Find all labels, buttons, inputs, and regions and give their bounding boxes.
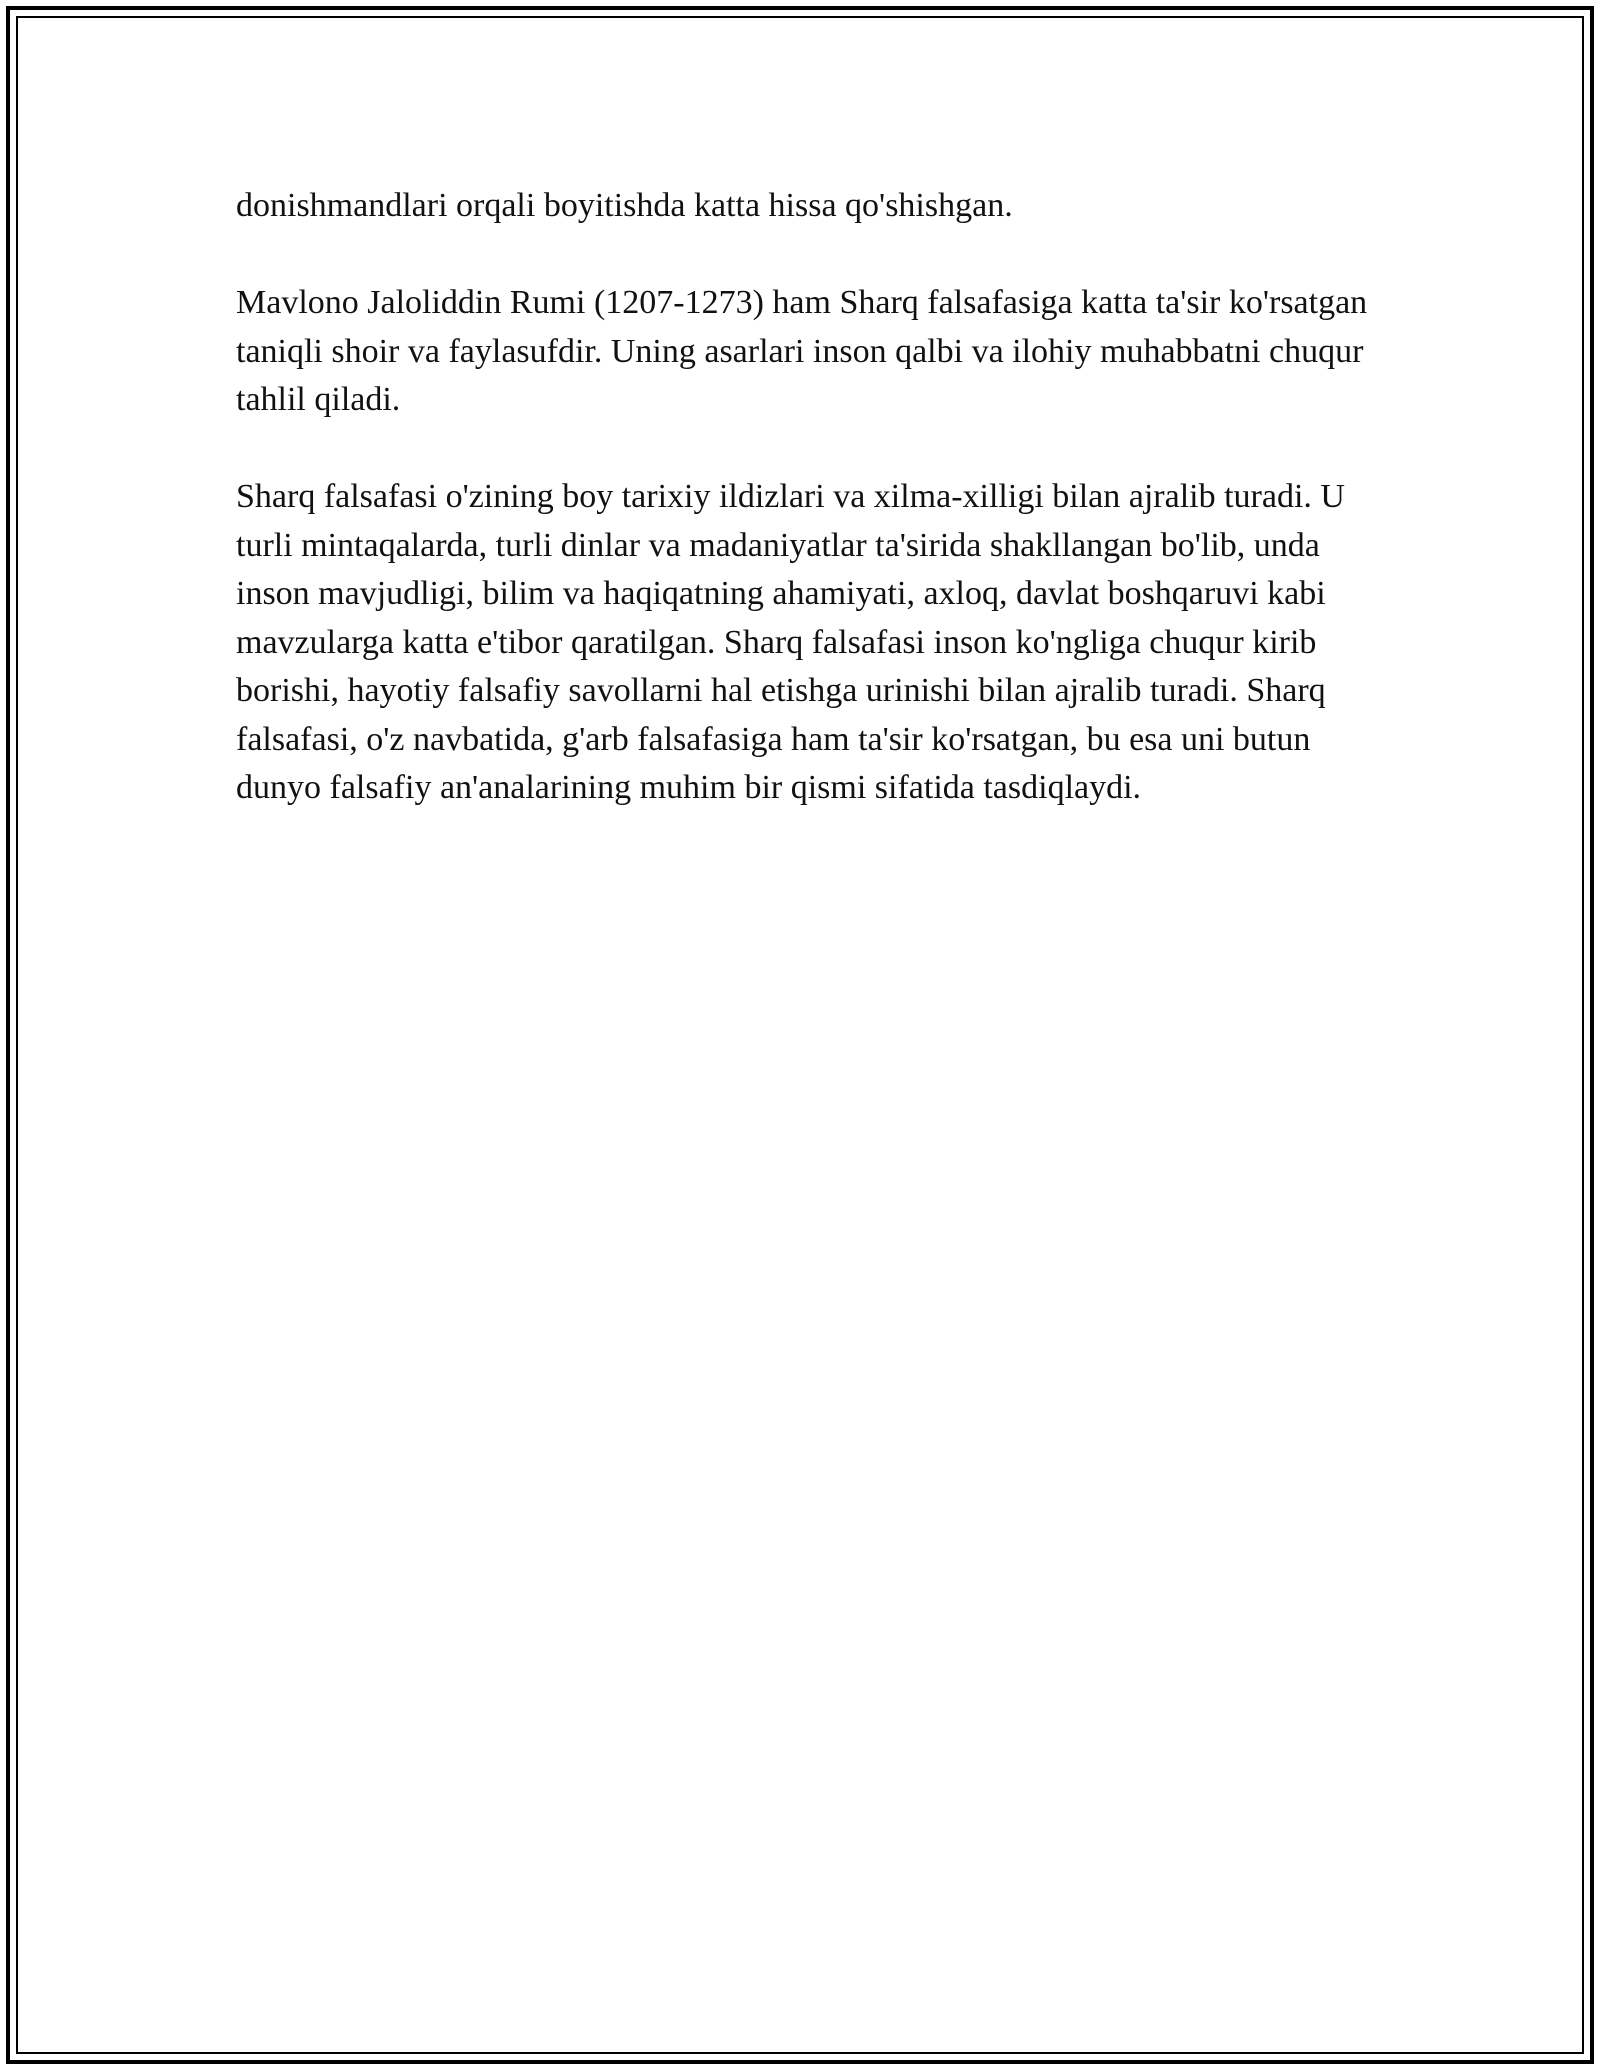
paragraph-continuation: donishmandlari orqali boyitishda katta hissa qo'shishgan. — [236, 187, 1013, 224]
paragraph-rumi: Mavlono Jaloliddin Rumi (1207-1273) ham Sharq falsafasiga katta ta'sir ko'rsatgan taniqli shoir va faylasufdir. Uning asarlari inson qalbi va ilohiy muhabbatni chuqur tahlil qiladi. — [236, 284, 1368, 418]
paragraph-sharq-falsafasi: Sharq falsafasi o'zining boy tarixiy ildizlari va xilma-xilligi bilan ajralib turadi. U turli mintaqalarda, turli dinlar va madaniyatlar ta'sirida shakllangan bo'lib, unda inson mavjudligi, bilim va haqiqatning ahamiyati, axloq, davlat boshqaruvi kabi mavzularga katta e'tibor qaratilgan. Sharq falsafasi inson ko'ngliga chuqur kirib borishi, hayotiy falsafiy savollarni hal etishga urinishi bilan ajralib turadi. Sharq falsafasi, o'z navbatida, g'arb falsafasiga ham ta'sir ko'rsatgan, bu esa uni butun dunyo falsafiy an'analarining muhim bir qismi sifatida tasdiqlaydi. — [236, 478, 1345, 806]
document-body — [236, 182, 1376, 861]
